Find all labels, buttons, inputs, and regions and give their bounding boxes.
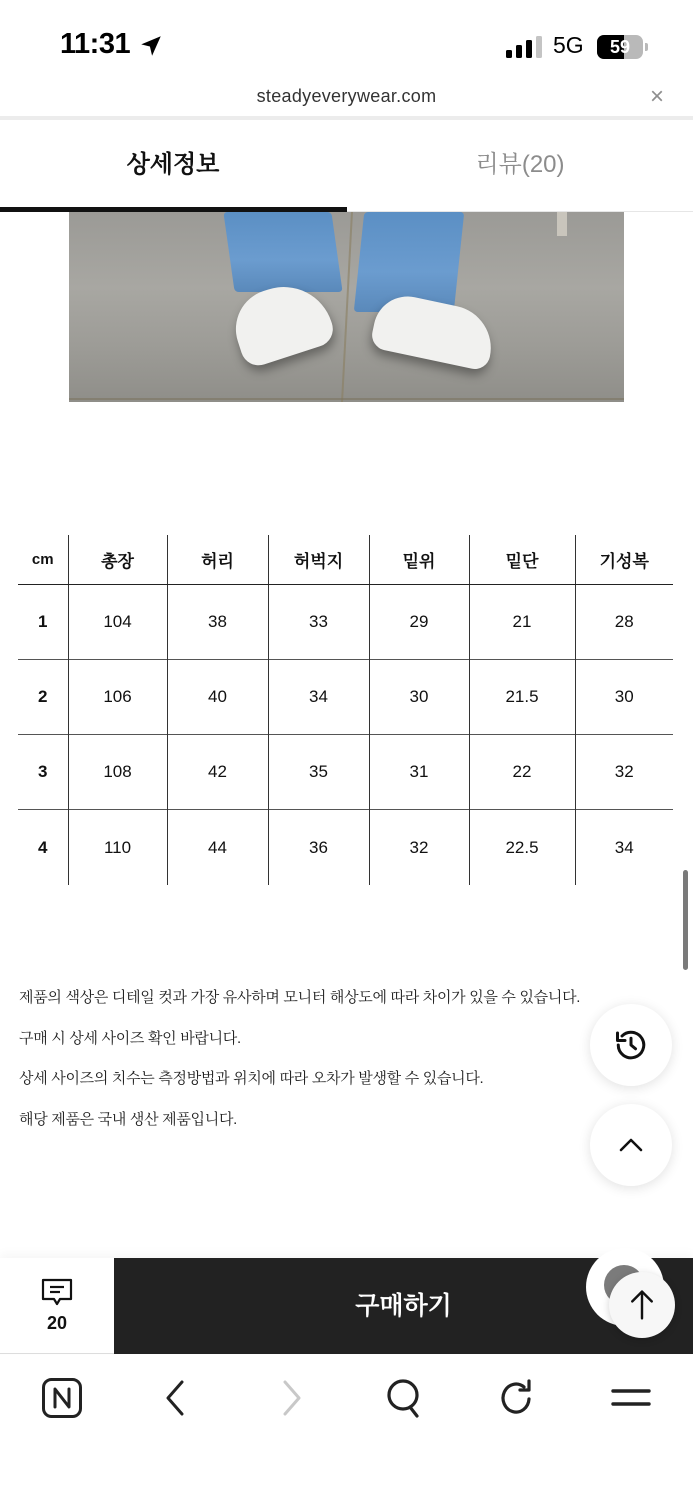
battery-nub: [645, 43, 648, 51]
table-cell: 38: [167, 584, 268, 659]
table-cell: 21: [469, 584, 575, 659]
floor-seam: [341, 212, 353, 402]
back-icon: [162, 1378, 190, 1418]
table-cell: 106: [68, 659, 167, 734]
url-bar[interactable]: [0, 80, 693, 116]
header-hem: 밑단: [469, 535, 575, 584]
menu-icon: [610, 1383, 652, 1413]
battery-icon: [597, 35, 643, 59]
naver-home-button[interactable]: [34, 1373, 90, 1423]
battery-percent: 59: [609, 37, 631, 57]
tab-reviews[interactable]: 리뷰(20): [475, 151, 565, 178]
table-cell: 32: [369, 810, 469, 885]
table-row: [18, 735, 673, 810]
notice-measurement: 상세 사이즈의 치수는 측정방법과 위치에 따라 오차가 발생할 수 있습니다.: [19, 1070, 484, 1088]
arrow-up-icon: [627, 1288, 657, 1322]
table-cell: 22.5: [469, 810, 575, 885]
table-cell: 44: [167, 810, 268, 885]
size-label: 2: [18, 659, 68, 734]
signal-icon: [506, 36, 544, 58]
sneaker-right: [369, 290, 498, 372]
notice-size-check: 구매 시 상세 사이즈 확인 바랍니다.: [19, 1029, 241, 1047]
floor-seam: [69, 398, 624, 400]
bench-leg: [557, 212, 567, 236]
menu-button[interactable]: [603, 1373, 659, 1423]
buy-button[interactable]: 구매하기: [114, 1258, 693, 1354]
recent-history-icon: [613, 1027, 649, 1063]
table-cell: 34: [575, 810, 673, 885]
review-count: 20: [46, 1313, 68, 1333]
scroll-top-button[interactable]: [590, 1104, 672, 1186]
table-cell: 42: [167, 735, 268, 810]
forward-button[interactable]: [263, 1373, 319, 1423]
size-label: 1: [38, 611, 48, 631]
header-unit: cm: [18, 535, 68, 584]
header-rise: 밑위: [369, 535, 469, 584]
table-cell: 36: [268, 810, 369, 885]
page-scrollbar[interactable]: [683, 870, 688, 970]
status-bar: [0, 0, 693, 85]
size-table: [18, 535, 673, 885]
table-row: [18, 584, 673, 659]
header-waist: 허리: [167, 535, 268, 584]
naver-home-icon: [41, 1377, 83, 1419]
recent-history-button[interactable]: [590, 1004, 672, 1086]
location-arrow-icon: [138, 33, 164, 59]
header-standard-size: 기성복: [575, 535, 673, 584]
table-cell: 104: [68, 584, 167, 659]
tab-detail-info[interactable]: 상세정보: [126, 151, 220, 178]
comment-icon: [40, 1277, 74, 1309]
table-cell: 108: [68, 735, 167, 810]
product-tabs: [0, 120, 693, 212]
size-label: 4: [18, 810, 68, 885]
header-total-length: 총장: [68, 535, 167, 584]
table-row: [18, 659, 673, 734]
search-icon: [384, 1377, 424, 1419]
chevron-up-icon: [616, 1130, 646, 1160]
product-notices: [19, 988, 639, 1151]
table-cell: 29: [369, 584, 469, 659]
table-row: [18, 810, 673, 885]
size-label: 3: [18, 735, 68, 810]
scroll-up-button[interactable]: [609, 1272, 675, 1338]
notice-origin: 해당 제품은 국내 생산 제품입니다.: [19, 1111, 237, 1129]
reload-icon: [497, 1377, 537, 1419]
url-domain[interactable]: steadyeverywear.com: [256, 86, 437, 106]
table-cell: 30: [575, 659, 673, 734]
table-cell: 32: [575, 735, 673, 810]
table-cell: 40: [167, 659, 268, 734]
table-cell: 110: [68, 810, 167, 885]
table-header-row: [18, 535, 673, 584]
forward-icon: [277, 1378, 305, 1418]
close-icon[interactable]: ×: [649, 83, 664, 110]
product-image: [69, 212, 624, 402]
table-cell: 35: [268, 735, 369, 810]
table-cell: 28: [575, 584, 673, 659]
table-cell: 31: [369, 735, 469, 810]
table-cell: 30: [369, 659, 469, 734]
table-cell: 34: [268, 659, 369, 734]
jeans-left-leg: [223, 212, 342, 292]
browser-toolbar: [0, 1355, 693, 1500]
table-cell: 33: [268, 584, 369, 659]
review-button[interactable]: [0, 1258, 114, 1354]
notice-color: 제품의 색상은 디테일 컷과 가장 유사하며 모니터 해상도에 따라 차이가 있을 수 있습니다.: [19, 989, 581, 1006]
table-cell: 22: [469, 735, 575, 810]
back-button[interactable]: [148, 1373, 204, 1423]
header-thigh: 허벅지: [268, 535, 369, 584]
search-button[interactable]: [376, 1373, 432, 1423]
table-cell: 21.5: [469, 659, 575, 734]
status-time: 11:31: [60, 28, 131, 60]
reload-button[interactable]: [489, 1373, 545, 1423]
network-label: 5G: [553, 32, 584, 58]
